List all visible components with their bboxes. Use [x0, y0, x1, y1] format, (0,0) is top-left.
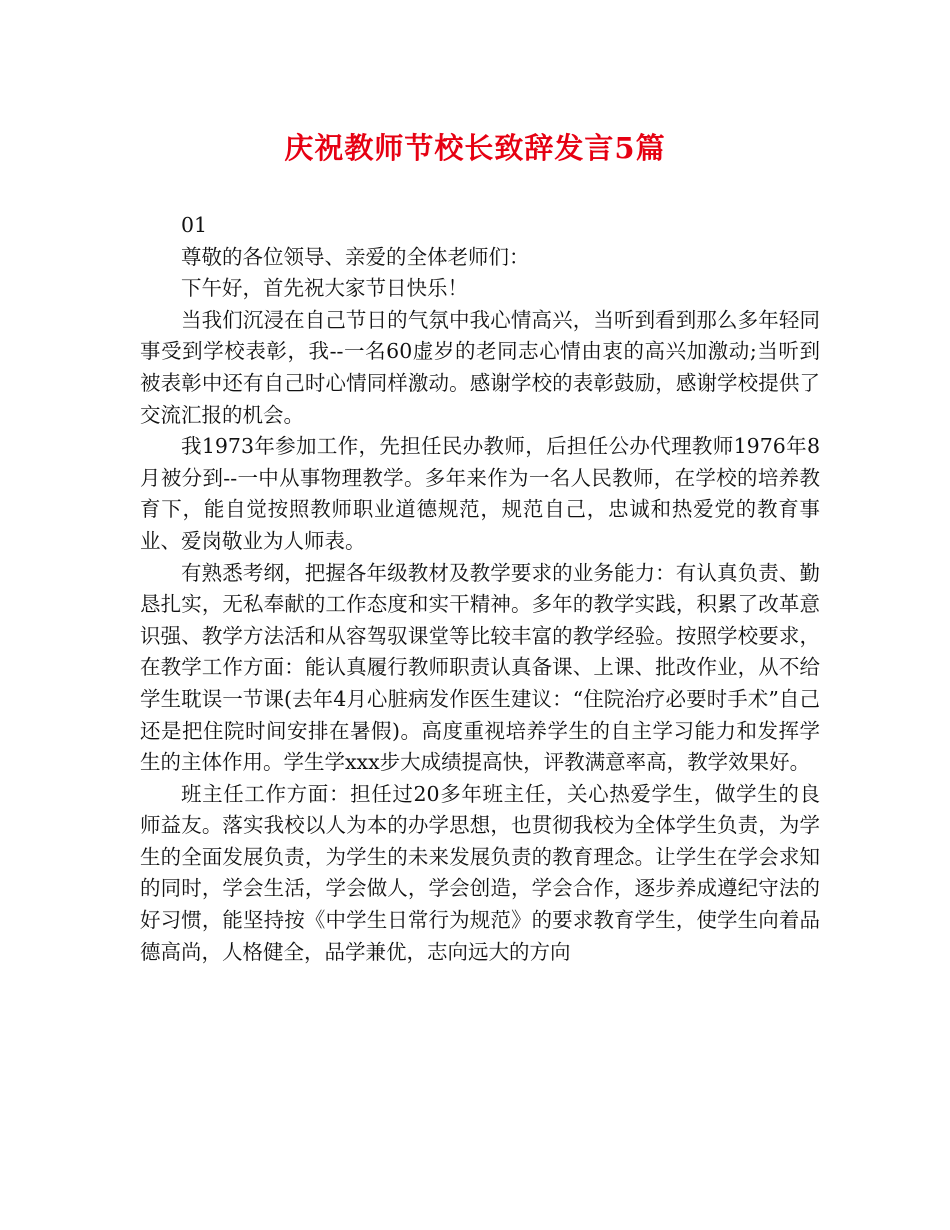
- greeting: 下午好，首先祝大家节日快乐！: [181, 276, 468, 301]
- section-number: 01: [181, 213, 208, 237]
- document-body: [140, 210, 820, 968]
- paragraph: 当我们沉浸在自己节日的气氛中我心情高兴，当听到看到那么多年轻同事受到学校表彰，我--一名60虚岁的老同志心情由衷的高兴加激动;当听到被表彰中还有自己时心情同样激动。感谢学校的表彰鼓励，感谢学校提供了交流汇报的机会。: [140, 307, 820, 427]
- document-title: 庆祝教师节校长致辞发言5篇: [284, 131, 666, 165]
- paragraph: 我1973年参加工作，先担任民办教师，后担任公办代理教师1976年8月被分到--一中从事物理教学。多年来作为一名人民教师，在学校的培养教育下，能自觉按照教师职业道德规范，规范自己，忠诚和热爱党的教育事业、爱岗敬业为人师表。: [140, 434, 820, 553]
- paragraph: 有熟悉考纲，把握各年级教材及教学要求的业务能力：有认真负责、勤恳扎实，无私奉献的工作态度和实干精神。多年的教学实践，积累了改革意识强、教学方法活和从容驾驭课堂等比较丰富的教学经验。按照学校要求，在教学工作方面：能认真履行教师职责认真备课、上课、批改作业，从不给学生耽误一节课(去年4月心脏病发作医生建议：“住院治疗必要时手术”自己还是把住院时间安排在暑假)。高度重视培养学生的自主学习能力和发挥学生的主体作用。学生学xxx步大成绩提高快，评教满意率高，教学效果好。: [140, 560, 820, 775]
- paragraph: 班主任工作方面：担任过20多年班主任，关心热爱学生，做学生的良师益友。落实我校以人为本的办学思想，也贯彻我校为全体学生负责，为学生的全面发展负责，为学生的未来发展负责的教育理念。让学生在学会求知的同时，学会生活，学会做人，学会创造，学会合作，逐步养成遵纪守法的好习惯，能坚持按《中学生日常行为规范》的要求教育学生，使学生向着品德高尚，人格健全，品学兼优，志向远大的方向: [140, 781, 820, 964]
- salutation: 尊敬的各位领导、亲爱的全体老师们：: [181, 244, 530, 269]
